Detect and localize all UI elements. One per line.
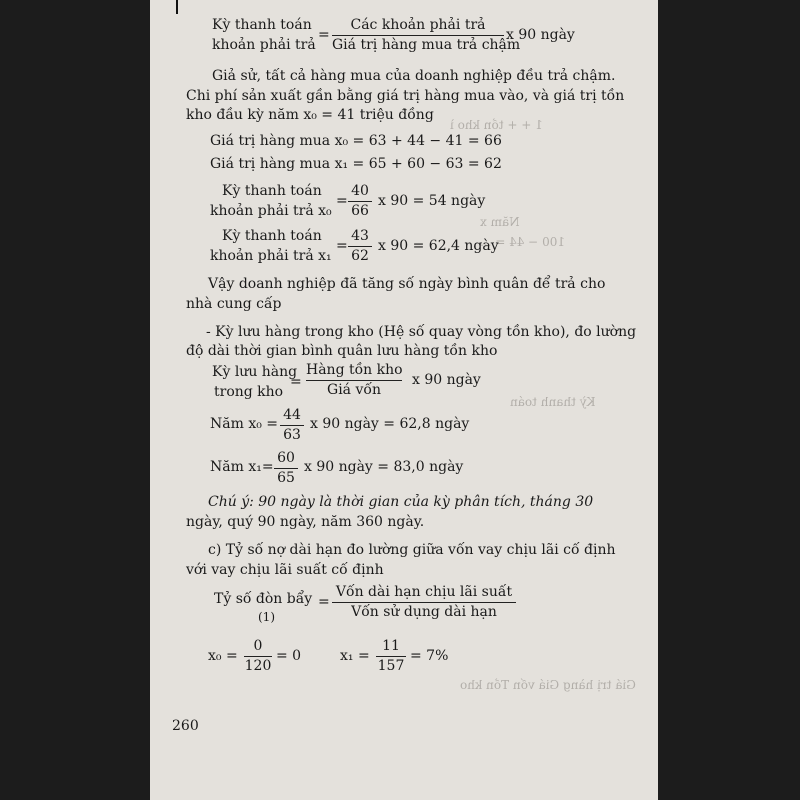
ghost-text: Kỳ thanh toán bbox=[510, 395, 596, 409]
formula-label: khoản phải trả bbox=[212, 37, 316, 53]
fraction-numerator: 43 bbox=[351, 228, 369, 244]
formula-tail: x 90 ngày = 83,0 ngày bbox=[304, 459, 464, 475]
fraction-numerator: Các khoản phải trả bbox=[350, 17, 486, 33]
formula-tail: = 7% bbox=[410, 648, 449, 664]
calc-line: Giá trị hàng mua x₁ = 65 + 60 − 63 = 62 bbox=[210, 156, 502, 172]
fraction-bar bbox=[306, 380, 402, 381]
fraction-denominator: 63 bbox=[283, 427, 301, 443]
formula-label: Kỳ thanh toán bbox=[212, 17, 312, 33]
formula-label: trong kho bbox=[214, 384, 284, 400]
fraction-bar bbox=[332, 602, 516, 603]
formula-label: Kỳ thanh toán bbox=[222, 228, 322, 244]
calc-lead: x₁ = bbox=[340, 648, 370, 664]
paragraph-line: Giả sử, tất cả hàng mua của doanh nghiệp đều trả chậm. bbox=[212, 68, 616, 84]
formula-tail: = 0 bbox=[276, 648, 302, 664]
fraction-denominator: 66 bbox=[351, 203, 369, 219]
formula-tail: x 90 ngày bbox=[412, 372, 481, 388]
page-edge-mark bbox=[176, 0, 178, 14]
equals-sign: = bbox=[336, 238, 348, 254]
fraction-numerator: 44 bbox=[283, 407, 301, 423]
formula-tail: x 90 ngày = 62,8 ngày bbox=[310, 416, 470, 432]
equals-sign: = bbox=[318, 27, 330, 43]
note-line: Chú ý: 90 ngày là thời gian của kỳ phân tích, tháng 30 bbox=[208, 494, 594, 510]
fraction-numerator: 60 bbox=[277, 450, 295, 466]
book-page bbox=[150, 0, 658, 800]
paragraph-line: nhà cung cấp bbox=[186, 296, 282, 312]
fraction-denominator: 157 bbox=[377, 658, 405, 674]
fraction-bar bbox=[348, 246, 372, 247]
fraction-bar bbox=[332, 35, 504, 36]
formula-label: Kỳ thanh toán bbox=[222, 183, 322, 199]
formula-label: Kỳ lưu hàng bbox=[212, 364, 298, 380]
fraction-bar bbox=[244, 656, 272, 657]
paragraph-line: Vậy doanh nghiệp đã tăng số ngày bình quân để trả cho bbox=[208, 276, 606, 292]
fraction-bar bbox=[280, 425, 304, 426]
fraction-denominator: 65 bbox=[277, 470, 295, 486]
formula-tail: x 90 ngày bbox=[506, 27, 575, 43]
ghost-text: Năm x bbox=[480, 215, 520, 229]
calc-lead: x₀ = bbox=[208, 648, 238, 664]
fraction-bar bbox=[348, 201, 372, 202]
formula-tail: x 90 = 62,4 ngày bbox=[378, 238, 499, 254]
formula-tail: x 90 = 54 ngày bbox=[378, 193, 486, 209]
calc-lead: Năm x₁= bbox=[210, 459, 274, 475]
fraction-denominator: Vốn sử dụng dài hạn bbox=[351, 604, 497, 620]
paragraph-line: kho đầu kỳ năm x₀ = 41 triệu đồng bbox=[186, 107, 434, 123]
equals-sign: = bbox=[318, 594, 330, 610]
paragraph-line: - Kỳ lưu hàng trong kho (Hệ số quay vòng tồn kho), đo lường bbox=[206, 324, 637, 340]
page-content bbox=[150, 0, 658, 800]
paragraph-line: với vay chịu lãi suất cố định bbox=[186, 562, 384, 578]
equals-sign: = bbox=[290, 374, 302, 390]
ghost-text: 100 − 44 = ... bbox=[480, 235, 565, 249]
calc-line: Giá trị hàng mua x₀ = 63 + 44 − 41 = 66 bbox=[210, 133, 502, 149]
fraction-denominator: Giá vốn bbox=[327, 382, 381, 398]
calc-lead: Năm x₀ = bbox=[210, 416, 279, 432]
paragraph-line: Chi phí sản xuất gần bằng giá trị hàng mua vào, và giá trị tồn bbox=[186, 88, 625, 104]
ghost-text: 1 + + tồn kho ì bbox=[450, 118, 543, 132]
fraction-denominator: Giá trị hàng mua trả chậm bbox=[332, 37, 521, 53]
formula-label: khoản phải trả x₀ bbox=[210, 203, 332, 219]
fraction-numerator: 11 bbox=[382, 638, 400, 654]
paragraph-line: độ dài thời gian bình quân lưu hàng tồn kho bbox=[186, 343, 498, 359]
formula-label: khoản phải trả x₁ bbox=[210, 248, 332, 264]
formula-label: (1) bbox=[258, 610, 275, 624]
fraction-numerator: 40 bbox=[351, 183, 369, 199]
equals-sign: = bbox=[336, 193, 348, 209]
fraction-bar bbox=[376, 656, 406, 657]
fraction-denominator: 120 bbox=[244, 658, 272, 674]
fraction-numerator: 0 bbox=[253, 638, 263, 654]
formula-label: Tỷ số đòn bẩy bbox=[214, 591, 313, 607]
fraction-bar bbox=[274, 468, 298, 469]
ghost-text: Giá trị hàng Giá vốn Tồn kho bbox=[460, 678, 636, 692]
fraction-numerator: Vốn dài hạn chịu lãi suất bbox=[335, 584, 513, 600]
fraction-numerator: Hàng tồn kho bbox=[306, 362, 403, 378]
paragraph-line: c) Tỷ số nợ dài hạn đo lường giữa vốn vay chịu lãi cố định bbox=[208, 542, 616, 558]
fraction-denominator: 62 bbox=[351, 248, 369, 264]
page-number: 260 bbox=[172, 718, 199, 734]
note-line: ngày, quý 90 ngày, năm 360 ngày. bbox=[186, 514, 425, 530]
